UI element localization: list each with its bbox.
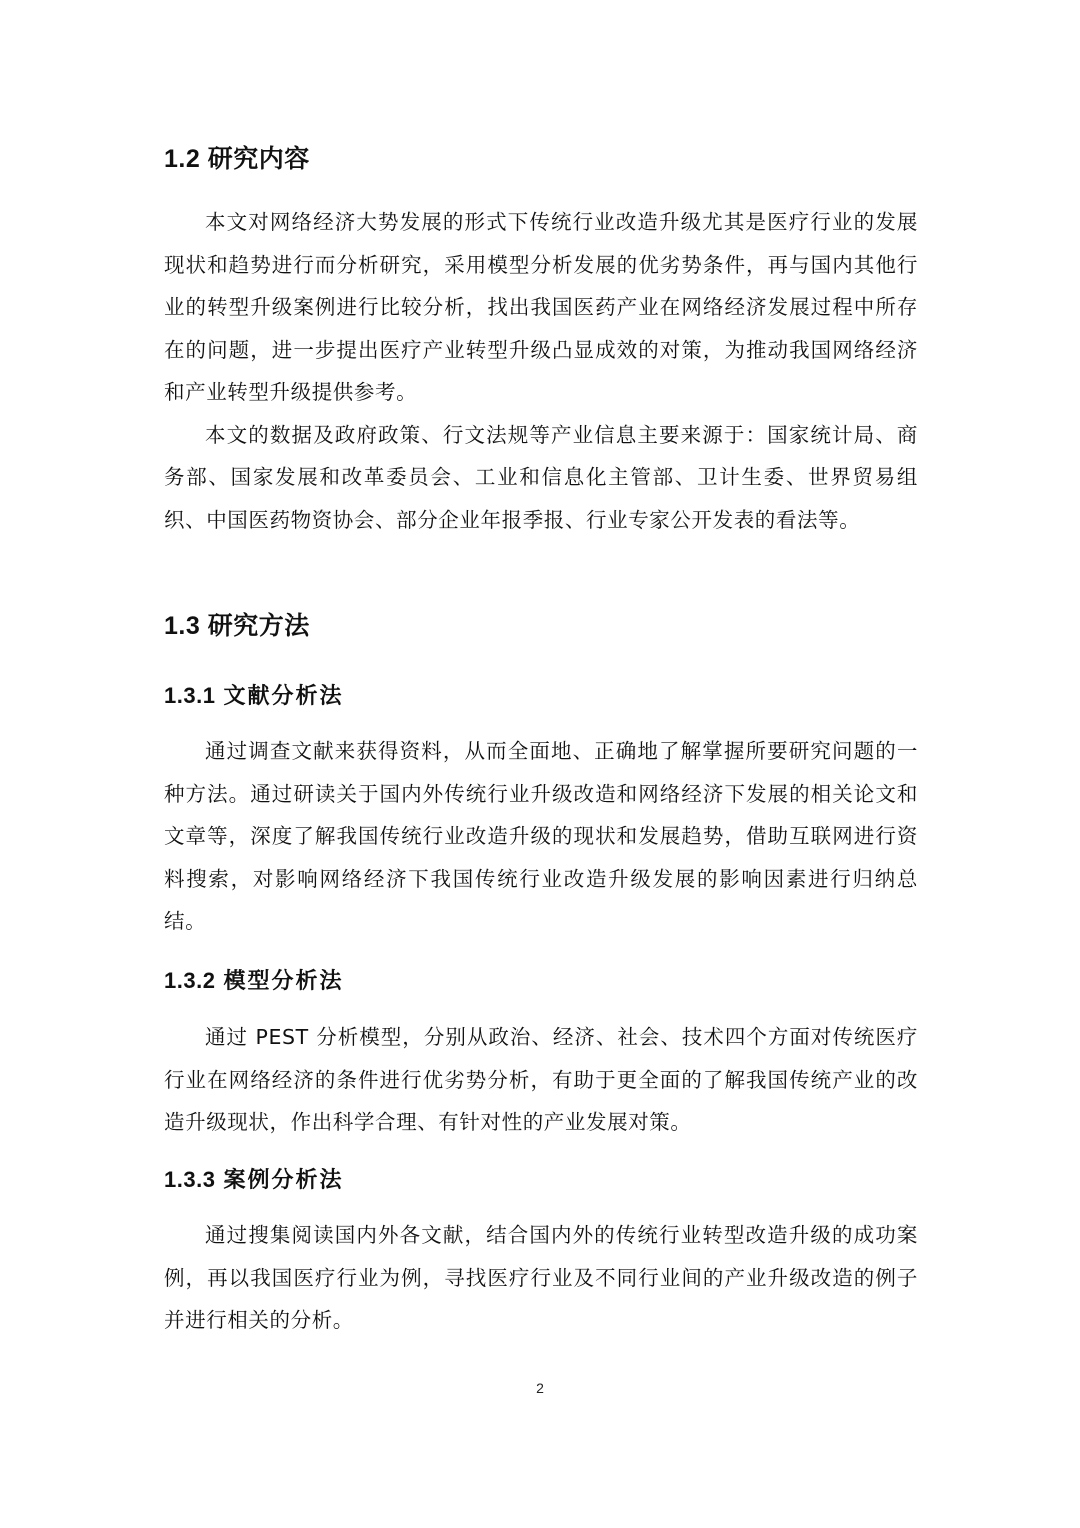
paragraph: 本文对网络经济大势发展的形式下传统行业改造升级尤其是医疗行业的发展现状和趋势进行而分析研究，采用模型分析发展的优劣势条件，再与国内其他行业的转型升级案例进行比较分析，找出我国医药产业在网络经济发展过程中所存在的问题，进一步提出医疗产业转型升级凸显成效的对策，为推动我国网络经济和产业转型升级提供参考。 (164, 210, 918, 404)
subsection-title: 文献分析法 (223, 683, 344, 708)
section-heading: 1.3 研究方法 (164, 612, 310, 640)
paragraph: 通过搜集阅读国内外各文献，结合国内外的传统行业转型改造升级的成功案例，再以我国医疗行业为例，寻找医疗行业及不同行业间的产业升级改造的例子并进行相关的分析。 (164, 1223, 918, 1332)
paragraph: 通过调查文献来获得资料，从而全面地、正确地了解掌握所要研究问题的一种方法。通过研读关于国内外传统行业升级改造和网络经济下发展的相关论文和文章等，深度了解我国传统行业改造升级的现状和发展趋势，借助互联网进行资料搜索，对影响网络经济下我国传统行业改造升级发展的影响因素进行归纳总结。 (164, 739, 918, 933)
subsection-number: 1.3.1 (164, 683, 216, 708)
subsection-heading (164, 966, 918, 996)
subsection-heading (164, 681, 918, 711)
subsection-title: 模型分析法 (223, 968, 344, 993)
subsection-1-3-3 (164, 1165, 918, 1195)
subsection-1-3-3-body (164, 1214, 918, 1342)
subsection-heading (164, 1165, 918, 1195)
paragraph: 通过 PEST 分析模型，分别从政治、经济、社会、技术四个方面对传统医疗行业在网络经济的条件进行优劣势分析，有助于更全面的了解我国传统产业的改造升级现状，作出科学合理、有针对性的产业发展对策。 (164, 1025, 918, 1134)
subsection-number: 1.3.2 (164, 968, 216, 993)
page-number: 2 (536, 1380, 544, 1396)
subsection-1-3-2-body (164, 1016, 918, 1144)
section-1-2-body (164, 201, 918, 541)
section-heading: 1.2 研究内容 (164, 145, 310, 173)
subsection-1-3-1 (164, 681, 918, 711)
section-1-3 (164, 609, 918, 643)
paragraph: 本文的数据及政府政策、行文法规等产业信息主要来源于：国家统计局、商务部、国家发展和改革委员会、工业和信息化主管部、卫计生委、世界贸易组织、中国医药物资协会、部分企业年报季报、行业专家公开发表的看法等。 (164, 422, 918, 532)
subsection-title: 案例分析法 (223, 1167, 344, 1192)
subsection-1-3-1-body (164, 730, 918, 943)
subsection-1-3-2 (164, 966, 918, 996)
section-1-2 (164, 142, 918, 176)
subsection-number: 1.3.3 (164, 1167, 216, 1192)
